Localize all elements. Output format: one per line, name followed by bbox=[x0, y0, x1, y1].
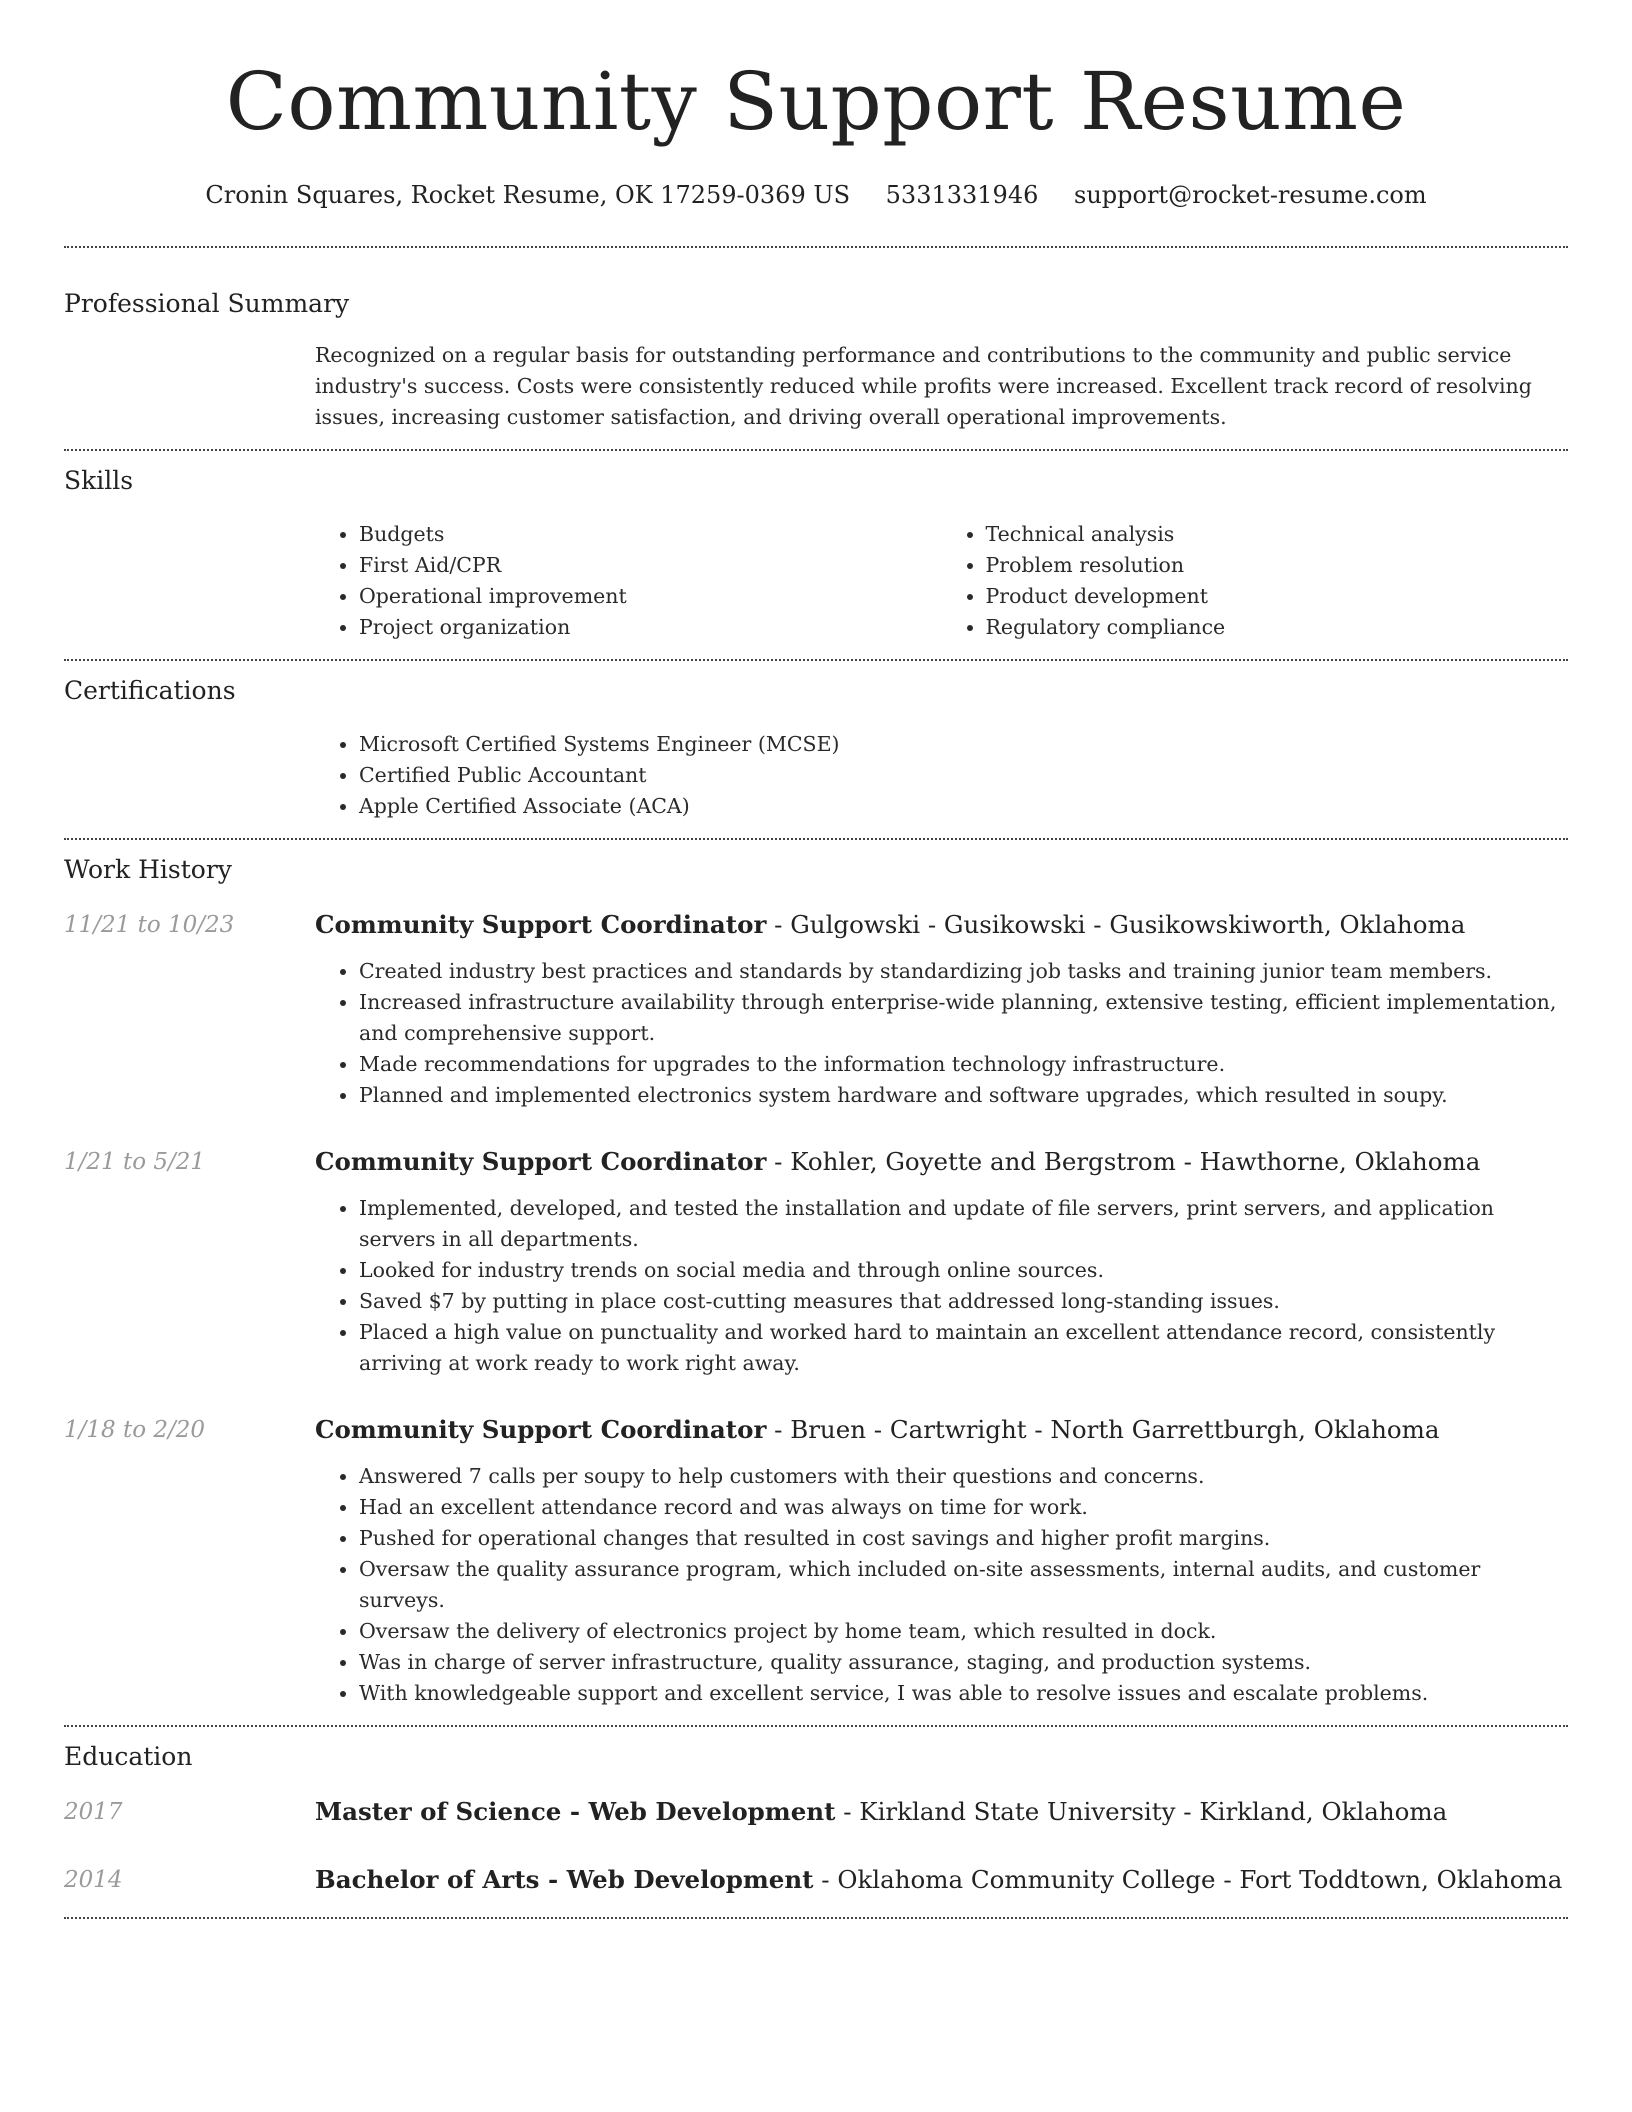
job-heading bbox=[315, 1413, 1568, 1447]
job-bullet: • Saved $7 by putting in place cost-cutting measures that addressed long-standing issues. bbox=[359, 1286, 1568, 1317]
job-bullet: • Answered 7 calls per soupy to help customers with their questions and concerns. bbox=[359, 1461, 1568, 1492]
skills-list-right bbox=[942, 519, 1569, 643]
job-bullets bbox=[315, 1461, 1568, 1709]
section-title-skills: Skills bbox=[64, 466, 134, 495]
job-employer: - Gulgowski - Gusikowski - Gusikowskiworth, Oklahoma bbox=[766, 910, 1466, 939]
summary-section bbox=[64, 248, 1568, 433]
job-bullet: • Implemented, developed, and tested the installation and update of file servers, print servers, and application servers in all departments. bbox=[359, 1193, 1568, 1255]
education-school: - Kirkland State University - Kirkland, Oklahoma bbox=[835, 1797, 1448, 1826]
job-entry bbox=[64, 1413, 1568, 1709]
resume-title: Community Support Resume bbox=[225, 55, 1407, 148]
skill-item: • Technical analysis bbox=[986, 519, 1569, 550]
job-bullet: • Placed a high value on punctuality and worked hard to maintain an excellent attendance record, consistently arriving at work ready to work right away. bbox=[359, 1317, 1568, 1379]
skill-item: • Project organization bbox=[359, 612, 942, 643]
skill-item: • Regulatory compliance bbox=[986, 612, 1569, 643]
job-bullet: • Oversaw the delivery of electronics project by home team, which resulted in dock. bbox=[359, 1616, 1568, 1647]
education-school: - Oklahoma Community College - Fort Toddtown, Oklahoma bbox=[813, 1865, 1563, 1894]
certification-item: • Apple Certified Associate (ACA) bbox=[359, 791, 1568, 822]
job-bullet: • Pushed for operational changes that resulted in cost savings and higher profit margins. bbox=[359, 1523, 1568, 1554]
education-degree: Bachelor of Arts - Web Development bbox=[315, 1865, 814, 1894]
job-entry bbox=[64, 1145, 1568, 1379]
skill-item: • Budgets bbox=[359, 519, 942, 550]
skill-item: • First Aid/CPR bbox=[359, 550, 942, 581]
job-employer: - Bruen - Cartwright - North Garrettburgh, Oklahoma bbox=[766, 1415, 1440, 1444]
job-role: Community Support Coordinator bbox=[315, 1147, 767, 1176]
education-entry bbox=[64, 1795, 1568, 1829]
job-bullets bbox=[315, 956, 1568, 1111]
skill-item: • Operational improvement bbox=[359, 581, 942, 612]
contact-phone: 5331331946 bbox=[885, 181, 1039, 209]
education-heading bbox=[315, 1863, 1568, 1897]
job-heading bbox=[315, 908, 1568, 942]
education-entry bbox=[64, 1863, 1568, 1897]
job-dates: 1/21 to 5/21 bbox=[64, 1149, 206, 1175]
education-degree: Master of Science - Web Development bbox=[315, 1797, 836, 1826]
section-title-certifications: Certifications bbox=[64, 676, 236, 705]
summary-text: Recognized on a regular basis for outstanding performance and contributions to the community and public service industry's success. Costs were consistently reduced while profits were increased. Excellent track record of resolving issues, increasing customer satisfaction, and driving overall operational improvements. bbox=[315, 343, 1532, 429]
job-bullet: • Was in charge of server infrastructure, quality assurance, staging, and production systems. bbox=[359, 1647, 1568, 1678]
education-section bbox=[64, 1727, 1568, 1917]
job-heading bbox=[315, 1145, 1568, 1179]
job-role: Community Support Coordinator bbox=[315, 1415, 767, 1444]
work-history-section bbox=[64, 840, 1568, 1725]
job-bullet: • Created industry best practices and standards by standardizing job tasks and training junior team members. bbox=[359, 956, 1568, 987]
job-bullet: • Looked for industry trends on social media and through online sources. bbox=[359, 1255, 1568, 1286]
job-bullet: • Increased infrastructure availability through enterprise-wide planning, extensive testing, efficient implementation, and comprehensive support. bbox=[359, 987, 1568, 1049]
job-dates: 1/18 to 2/20 bbox=[64, 1417, 206, 1443]
certifications-section bbox=[64, 661, 1568, 822]
certification-item: • Certified Public Accountant bbox=[359, 760, 1568, 791]
job-dates: 11/21 to 10/23 bbox=[64, 912, 235, 938]
job-bullet: • Had an excellent attendance record and was always on time for work. bbox=[359, 1492, 1568, 1523]
section-title-summary: Professional Summary bbox=[64, 289, 350, 318]
skills-columns bbox=[315, 519, 1568, 643]
contact-line bbox=[64, 180, 1568, 210]
skill-item: • Problem resolution bbox=[986, 550, 1569, 581]
job-bullet: • Made recommendations for upgrades to the information technology infrastructure. bbox=[359, 1049, 1568, 1080]
education-year: 2014 bbox=[64, 1867, 123, 1893]
skill-item: • Product development bbox=[986, 581, 1569, 612]
section-title-work: Work History bbox=[64, 855, 232, 884]
certification-item: • Microsoft Certified Systems Engineer (MCSE) bbox=[359, 729, 1568, 760]
skills-list-left bbox=[315, 519, 942, 643]
contact-email[interactable]: support@rocket-resume.com bbox=[1074, 181, 1427, 209]
education-heading bbox=[315, 1795, 1568, 1829]
section-title-education: Education bbox=[64, 1742, 193, 1771]
job-employer: - Kohler, Goyette and Bergstrom - Hawthorne, Oklahoma bbox=[766, 1147, 1481, 1176]
education-year: 2017 bbox=[64, 1799, 123, 1825]
job-entry bbox=[64, 908, 1568, 1111]
contact-address: Cronin Squares, Rocket Resume, OK 17259-0369 US bbox=[205, 181, 851, 209]
certifications-list bbox=[315, 729, 1568, 822]
job-bullet: • With knowledgeable support and excellent service, I was able to resolve issues and escalate problems. bbox=[359, 1678, 1568, 1709]
job-bullet: • Planned and implemented electronics system hardware and software upgrades, which resulted in soupy. bbox=[359, 1080, 1568, 1111]
job-role: Community Support Coordinator bbox=[315, 910, 767, 939]
job-bullet: • Oversaw the quality assurance program, which included on-site assessments, internal audits, and customer surveys. bbox=[359, 1554, 1568, 1616]
job-bullets bbox=[315, 1193, 1568, 1379]
skills-section bbox=[64, 451, 1568, 643]
divider bbox=[64, 1917, 1568, 1919]
